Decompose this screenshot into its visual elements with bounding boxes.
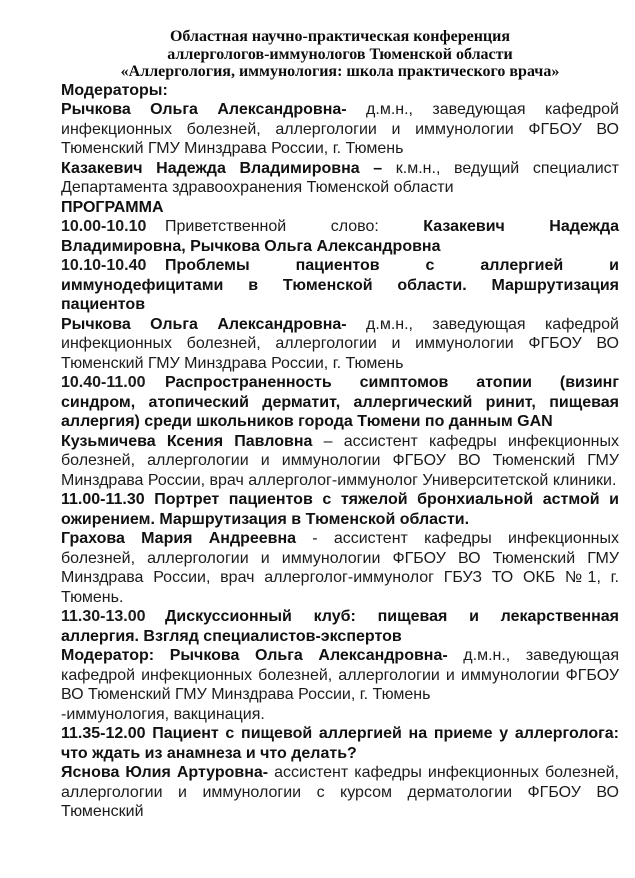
program-item-5-time: 11.30-13.00 bbox=[61, 608, 146, 625]
program-item-3 bbox=[61, 373, 619, 432]
moderator-entry-1 bbox=[61, 100, 619, 159]
conference-title bbox=[61, 28, 619, 81]
moderator-1-name: Рычкова Ольга Александровна- bbox=[61, 101, 347, 118]
program-item-5-note: -иммунология, вакцинация. bbox=[61, 705, 265, 723]
speaker-name: Кузьмичева Ксения Павловна bbox=[61, 432, 313, 450]
program-item-2 bbox=[61, 256, 619, 315]
program-item-2-speaker bbox=[61, 315, 619, 374]
title-line-2: аллергологов-иммунологов Тюменской области bbox=[167, 45, 513, 63]
program-item-1-intro: Приветственной слово: bbox=[165, 218, 379, 235]
program-item-4-speaker bbox=[61, 529, 619, 607]
program-item-3-speaker bbox=[61, 432, 619, 491]
speaker-name: Рычкова Ольга Александровна- bbox=[61, 315, 347, 333]
program-item-4: 11.00-11.30 Портрет пациентов с тяжелой бронхиальной астмой и ожирением. Маршрутизация в Тюменской области. bbox=[61, 491, 619, 528]
speaker-desc: - ассистент кафедры инфекционных болезней, аллергологии и иммунологии ФГБОУ ВО Тюменский ГМУ Минздрава России, врач аллерголог-иммунолог ГБУЗ ТО ОКБ №1, г. Тюмень. bbox=[61, 530, 619, 606]
program-item-1 bbox=[61, 217, 619, 256]
program-item-3-time: 10.40-11.00 bbox=[61, 374, 146, 391]
moderator-2-name: Казакевич Надежда Владимировна – bbox=[61, 159, 383, 177]
program-item-2-time: 10.10-10.40 bbox=[61, 257, 147, 274]
program-item-5 bbox=[61, 607, 619, 646]
speaker-desc: – ассистент кафедры инфекционных болезней, аллергологии и иммунологии ФГБОУ ВО Тюменский ГМУ Минздрава России, врач аллерголог-иммунолог Университетской клиники. bbox=[61, 432, 619, 489]
program-item-5-moderator bbox=[61, 646, 619, 705]
speaker-desc: д.м.н., заведующая кафедрой инфекционных болезней, аллергологии и иммунологии ФГБОУ ВО Тюменский ГМУ Минздрава России, г. Тюмень bbox=[61, 315, 619, 372]
program-item-6-speaker bbox=[61, 763, 619, 822]
program-item-1-time: 10.00-10.10 bbox=[61, 218, 147, 235]
program-heading: ПРОГРАММА bbox=[61, 198, 164, 216]
program-item-1-speakers: Казакевич Надежда Владимировна, Рычкова Ольга Александровна bbox=[61, 218, 619, 255]
speaker-name: Яснова Юлия Артуровна- bbox=[61, 764, 269, 781]
moderators-heading: Модераторы: bbox=[61, 81, 168, 99]
title-line-1: Областная научно-практическая конференция bbox=[169, 28, 510, 45]
program-item-5-title: Дискуссионный клуб: пищевая и лекарственная аллергия. Взгляд специалистов-экспертов bbox=[61, 608, 619, 645]
speaker-desc: ассистент кафедры инфекционных болезней, аллергологии и иммунологии с курсом дерматологии ФГБОУ ВО Тюменский bbox=[61, 764, 619, 820]
moderator-2-desc: к.м.н., ведущий специалист Департамента здравоохранения Тюменской области bbox=[61, 159, 619, 196]
speaker-name: Грахова Мария Андреевна bbox=[61, 530, 297, 547]
program-item-3-title: Распространенность симптомов атопии (визинг синдром, атопический дерматит, аллергический ринит, пищевая аллергия) среди школьников города Тюмени по данным GAN bbox=[61, 374, 619, 430]
moderator-1-desc: д.м.н., заведующая кафедрой инфекционных болезней, аллергологии и иммунологии ФГБОУ ВО Тюменский ГМУ Минздрава России, г. Тюмень bbox=[61, 101, 619, 157]
program-item-6: 11.35-12.00 Пациент с пищевой аллергией на приеме у аллерголога: что ждать из анамнеза и что делать? bbox=[61, 725, 619, 762]
moderator-name: Модератор: Рычкова Ольга Александровна- bbox=[61, 647, 448, 664]
moderator-desc: д.м.н., заведующая кафедрой инфекционных болезней, аллергологии и иммунологии ФГБОУ ВО Тюменский ГМУ Минздрава России, г. Тюмень bbox=[61, 647, 620, 703]
moderator-entry-2 bbox=[61, 159, 619, 198]
title-line-3: «Аллергология, иммунология: школа практического врача» bbox=[120, 63, 560, 80]
program-item-2-title: Проблемы пациентов с аллергией и иммунодефицитами в Тюменской области. Маршрутизация пациентов bbox=[61, 257, 619, 313]
